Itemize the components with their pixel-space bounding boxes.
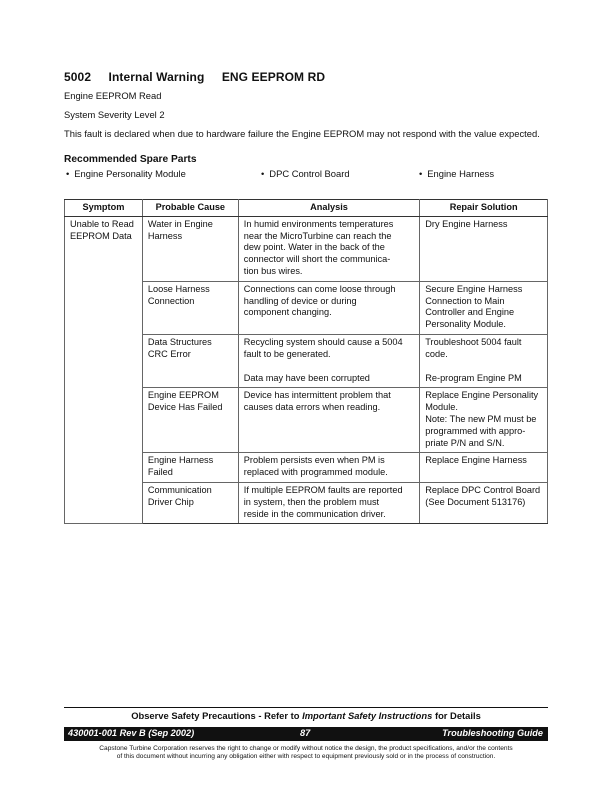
spare-parts-heading: Recommended Spare Parts: [64, 154, 197, 165]
header-analysis: Analysis: [238, 200, 420, 217]
fault-description: This fault is declared when due to hardware failure the Engine EEPROM may not respond with the value expected.: [64, 128, 540, 139]
footer-divider: [64, 707, 548, 708]
footer-bar: [64, 727, 548, 741]
bullet-icon: •: [419, 168, 423, 179]
cause-cell: Water in Engine Harness: [142, 216, 238, 281]
analysis-cell: Connections can come loose through handling of device or during component changing.: [238, 281, 420, 334]
bullet-icon: •: [66, 168, 70, 179]
repair-cell: Replace DPC Control Board (See Document 513176): [420, 482, 548, 523]
spare-parts-list: [64, 168, 548, 184]
fault-title: Internal Warning: [108, 70, 205, 84]
repair-cell: Replace Engine Harness: [420, 453, 548, 483]
header-symptom: Symptom: [65, 200, 143, 217]
repair-cell: Secure Engine Harness Connection to Main Controller and Engine Personality Module.: [420, 281, 548, 334]
page-number: 87: [300, 728, 311, 738]
spare-part-item: • DPC Control Board: [261, 168, 350, 179]
severity-level: System Severity Level 2: [64, 109, 165, 120]
symptom-cell: Unable to Read EEPROM Data: [65, 216, 143, 524]
repair-cell: Troubleshoot 5004 fault code. Re-program Engine PM: [420, 334, 548, 387]
analysis-cell: If multiple EEPROM faults are reported in system, then the problem must reside in the communication driver.: [238, 482, 420, 523]
cause-cell: Data Structures CRC Error: [142, 334, 238, 387]
fault-code: 5002: [64, 70, 92, 84]
cause-cell: Engine Harness Failed: [142, 453, 238, 483]
guide-title: Troubleshooting Guide: [442, 728, 543, 738]
spare-part-item: • Engine Harness: [419, 168, 495, 179]
header-repair-solution: Repair Solution: [420, 200, 548, 217]
analysis-cell: Problem persists even when PM is replaced with programmed module.: [238, 453, 420, 483]
header-probable-cause: Probable Cause: [142, 200, 238, 217]
cause-cell: Communication Driver Chip: [142, 482, 238, 523]
safety-note: Observe Safety Precautions - Refer to Important Safety Instructions for Details: [131, 710, 481, 721]
disclaimer: Capstone Turbine Corporation reserves the right to change or modify without notice the design, the product specifications, and/or the contents of this document without incurring any obligation either with respect to equipment previously sold or in the process of construction.: [99, 745, 513, 761]
analysis-cell: Device has intermittent problem that causes data errors when reading.: [238, 388, 420, 453]
fault-subtitle: ENG EEPROM RD: [221, 70, 326, 84]
spare-part-item: • Engine Personality Module: [66, 168, 186, 179]
fault-name: Engine EEPROM Read: [64, 90, 162, 101]
document-number: 430001-001 Rev B (Sep 2002): [68, 728, 195, 738]
table-row: [65, 216, 548, 281]
page-content: [64, 70, 548, 184]
table-header-row: [65, 200, 548, 217]
analysis-cell: Recycling system should cause a 5004 fault to be generated. Data may have been corrupted: [238, 334, 420, 387]
repair-cell: Replace Engine Personality Module. Note: The new PM must be programmed with appro- priate P/N and S/N.: [420, 388, 548, 453]
bullet-icon: •: [261, 168, 265, 179]
fault-heading: [64, 70, 548, 84]
cause-cell: Engine EEPROM Device Has Failed: [142, 388, 238, 453]
cause-cell: Loose Harness Connection: [142, 281, 238, 334]
repair-cell: Dry Engine Harness: [420, 216, 548, 281]
analysis-cell: In humid environments temperatures near the MicroTurbine can reach the dew point. Water in the back of the connector will short the communica- tion bus wires.: [238, 216, 420, 281]
troubleshooting-table: [64, 199, 548, 524]
safety-instructions-ref: Important Safety Instructions: [302, 710, 433, 721]
